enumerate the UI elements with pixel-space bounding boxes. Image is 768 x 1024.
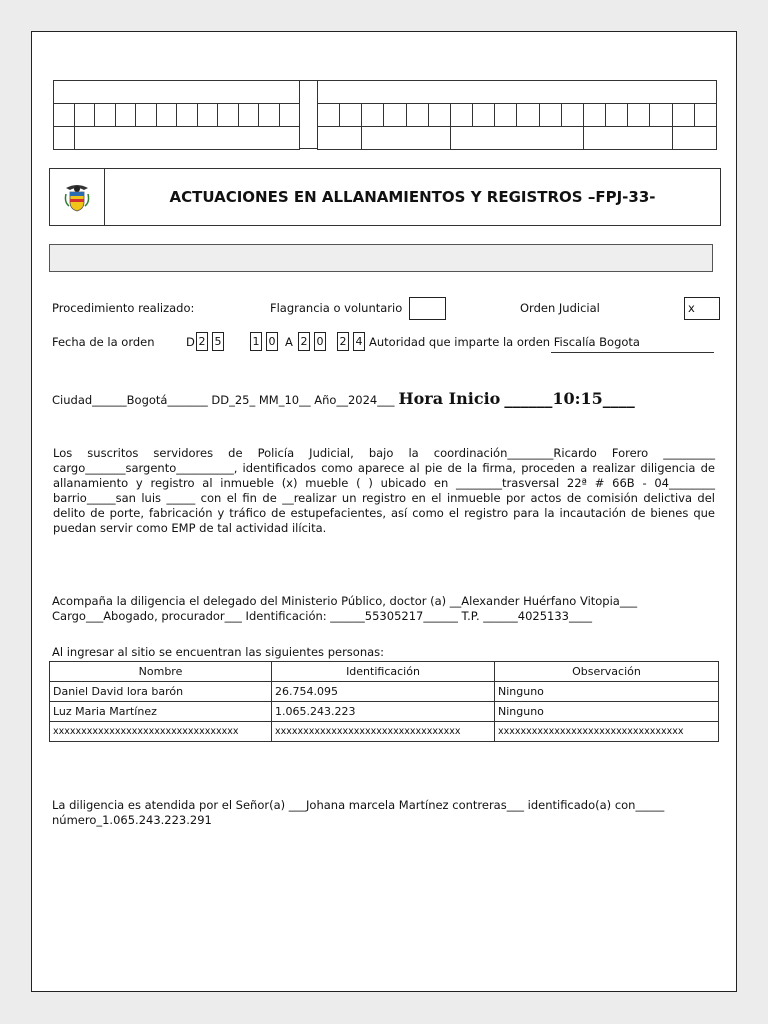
section-bar [49,244,713,272]
header-cell [177,104,198,127]
column-header: Identificación [272,662,495,682]
ministerio-line-2: Cargo___Abogado, procurador___ Identificación: ______55305217______ T.P. ______4025133____ [52,609,592,623]
header-gap [300,80,317,149]
header-cell [362,104,384,127]
header-cell [628,104,650,127]
orden-judicial-label: Orden Judicial [520,301,600,315]
header-cell [450,127,583,150]
header-cell [694,104,716,127]
header-cell [495,104,517,127]
header-cell [156,104,177,127]
day-digit[interactable]: 5 [212,332,224,351]
colombia-coat-of-arms-icon [50,169,105,225]
header-cell [74,104,95,127]
location-text: Ciudad______Bogotá_______ DD_25_ MM_10__ Año__2024___ [52,393,395,407]
table-row [50,702,719,722]
header-cell [450,104,472,127]
attended-line-2: número_1.065.243.223.291 [52,813,212,827]
table-cell: Luz Maria Martínez [50,702,272,722]
month-box[interactable]: 1 [250,332,262,351]
header-cell [259,104,280,127]
header-cell [279,104,300,127]
procedure-label: Procedimiento realizado: [52,301,195,315]
header-cell [218,104,239,127]
table-cell: xxxxxxxxxxxxxxxxxxxxxxxxxxxxxxxxx [495,722,719,742]
header-cell [406,104,428,127]
header-cell [238,104,259,127]
authority-underline [551,352,714,353]
year-digit[interactable]: 0 [314,332,326,351]
column-header: Nombre [50,662,272,682]
header-cell [606,104,628,127]
table-cell: 26.754.095 [272,682,495,702]
table-row [50,722,719,742]
header-grid-left [53,80,300,150]
table-cell: xxxxxxxxxxxxxxxxxxxxxxxxxxxxxxxxx [272,722,495,742]
day-digit[interactable]: 2 [196,332,208,351]
header-cell [136,104,157,127]
header-cell [197,104,218,127]
header-cell [672,104,694,127]
header-cell [115,104,136,127]
hora-inicio-value: ______10:15____ [504,389,635,408]
header-cell [54,104,75,127]
header-cell [517,104,539,127]
header-cell [583,104,605,127]
header-cell [561,104,583,127]
header-cell [74,127,300,150]
header-grid-right [317,80,717,150]
header-cell [54,81,300,104]
header-cell [473,104,495,127]
year-digit[interactable]: 2 [298,332,310,351]
header-cell [318,104,340,127]
location-line [52,389,635,408]
year-digit[interactable]: 2 [337,332,349,351]
persons-intro: Al ingresar al sitio se encuentran las siguientes personas: [52,645,385,659]
title-box [49,168,721,226]
flagrancia-label: Flagrancia o voluntario [270,301,403,315]
form-title: ACTUACIONES EN ALLANAMIENTOS Y REGISTROS –FPJ-33- [169,188,656,206]
table-header-row [50,662,719,682]
body-paragraph: Los suscritos servidores de Policía Judicial, bajo la coordinación________Ricardo Forero _________ cargo_______sargento__________, identificados como aparece al pie de la firma, proceden a realizar diligencia de allanamiento y registro al inmueble (x) mueble ( ) ubicado en ________trasversal 22ª # 66B - 04________ barrio_____san luis _____ con el fin de __realizar un registro en el inmueble por actos de comisión delictiva del delito de porte, fabricación y tráfico de estupefacientes, así como el registro para la incautación de bienes que puedan servir como EMP de tal actividad ilícita. [53,446,715,535]
header-cell [318,81,717,104]
header-cell [583,127,672,150]
year-digit[interactable]: 4 [353,332,365,351]
ministerio-line-1: Acompaña la diligencia el delegado del Ministerio Público, doctor (a) __Alexander Huérfano Vitopia___ [52,594,638,608]
table-cell: Ninguno [495,682,719,702]
attended-line-1: La diligencia es atendida por el Señor(a) ___Johana marcela Martínez contreras___ identificado(a) con_____ [52,798,665,812]
month-digit[interactable]: 0 [266,332,278,351]
header-cell [539,104,561,127]
column-header: Observación [495,662,719,682]
orden-judicial-checkbox[interactable]: x [684,297,720,320]
header-cell [650,104,672,127]
table-cell: Daniel David lora barón [50,682,272,702]
table-cell: xxxxxxxxxxxxxxxxxxxxxxxxxxxxxxxxx [50,722,272,742]
header-cell [362,127,451,150]
header-cell [340,104,362,127]
table-cell: Ninguno [495,702,719,722]
header-cell [672,127,717,150]
flagrancia-checkbox[interactable] [409,297,446,320]
authority-text: Autoridad que imparte la orden Fiscalía Bogota [369,335,640,349]
header-cell [54,127,75,150]
hora-inicio-label: Hora Inicio [398,389,501,408]
header-cell [384,104,406,127]
order-date-label: Fecha de la orden [52,335,155,349]
persons-table [49,661,719,742]
header-cell [318,127,362,150]
header-cell [428,104,450,127]
year-letter: A [285,335,293,349]
day-letter: D [186,335,195,349]
header-cell [95,104,116,127]
table-row [50,682,719,702]
table-cell: 1.065.243.223 [272,702,495,722]
